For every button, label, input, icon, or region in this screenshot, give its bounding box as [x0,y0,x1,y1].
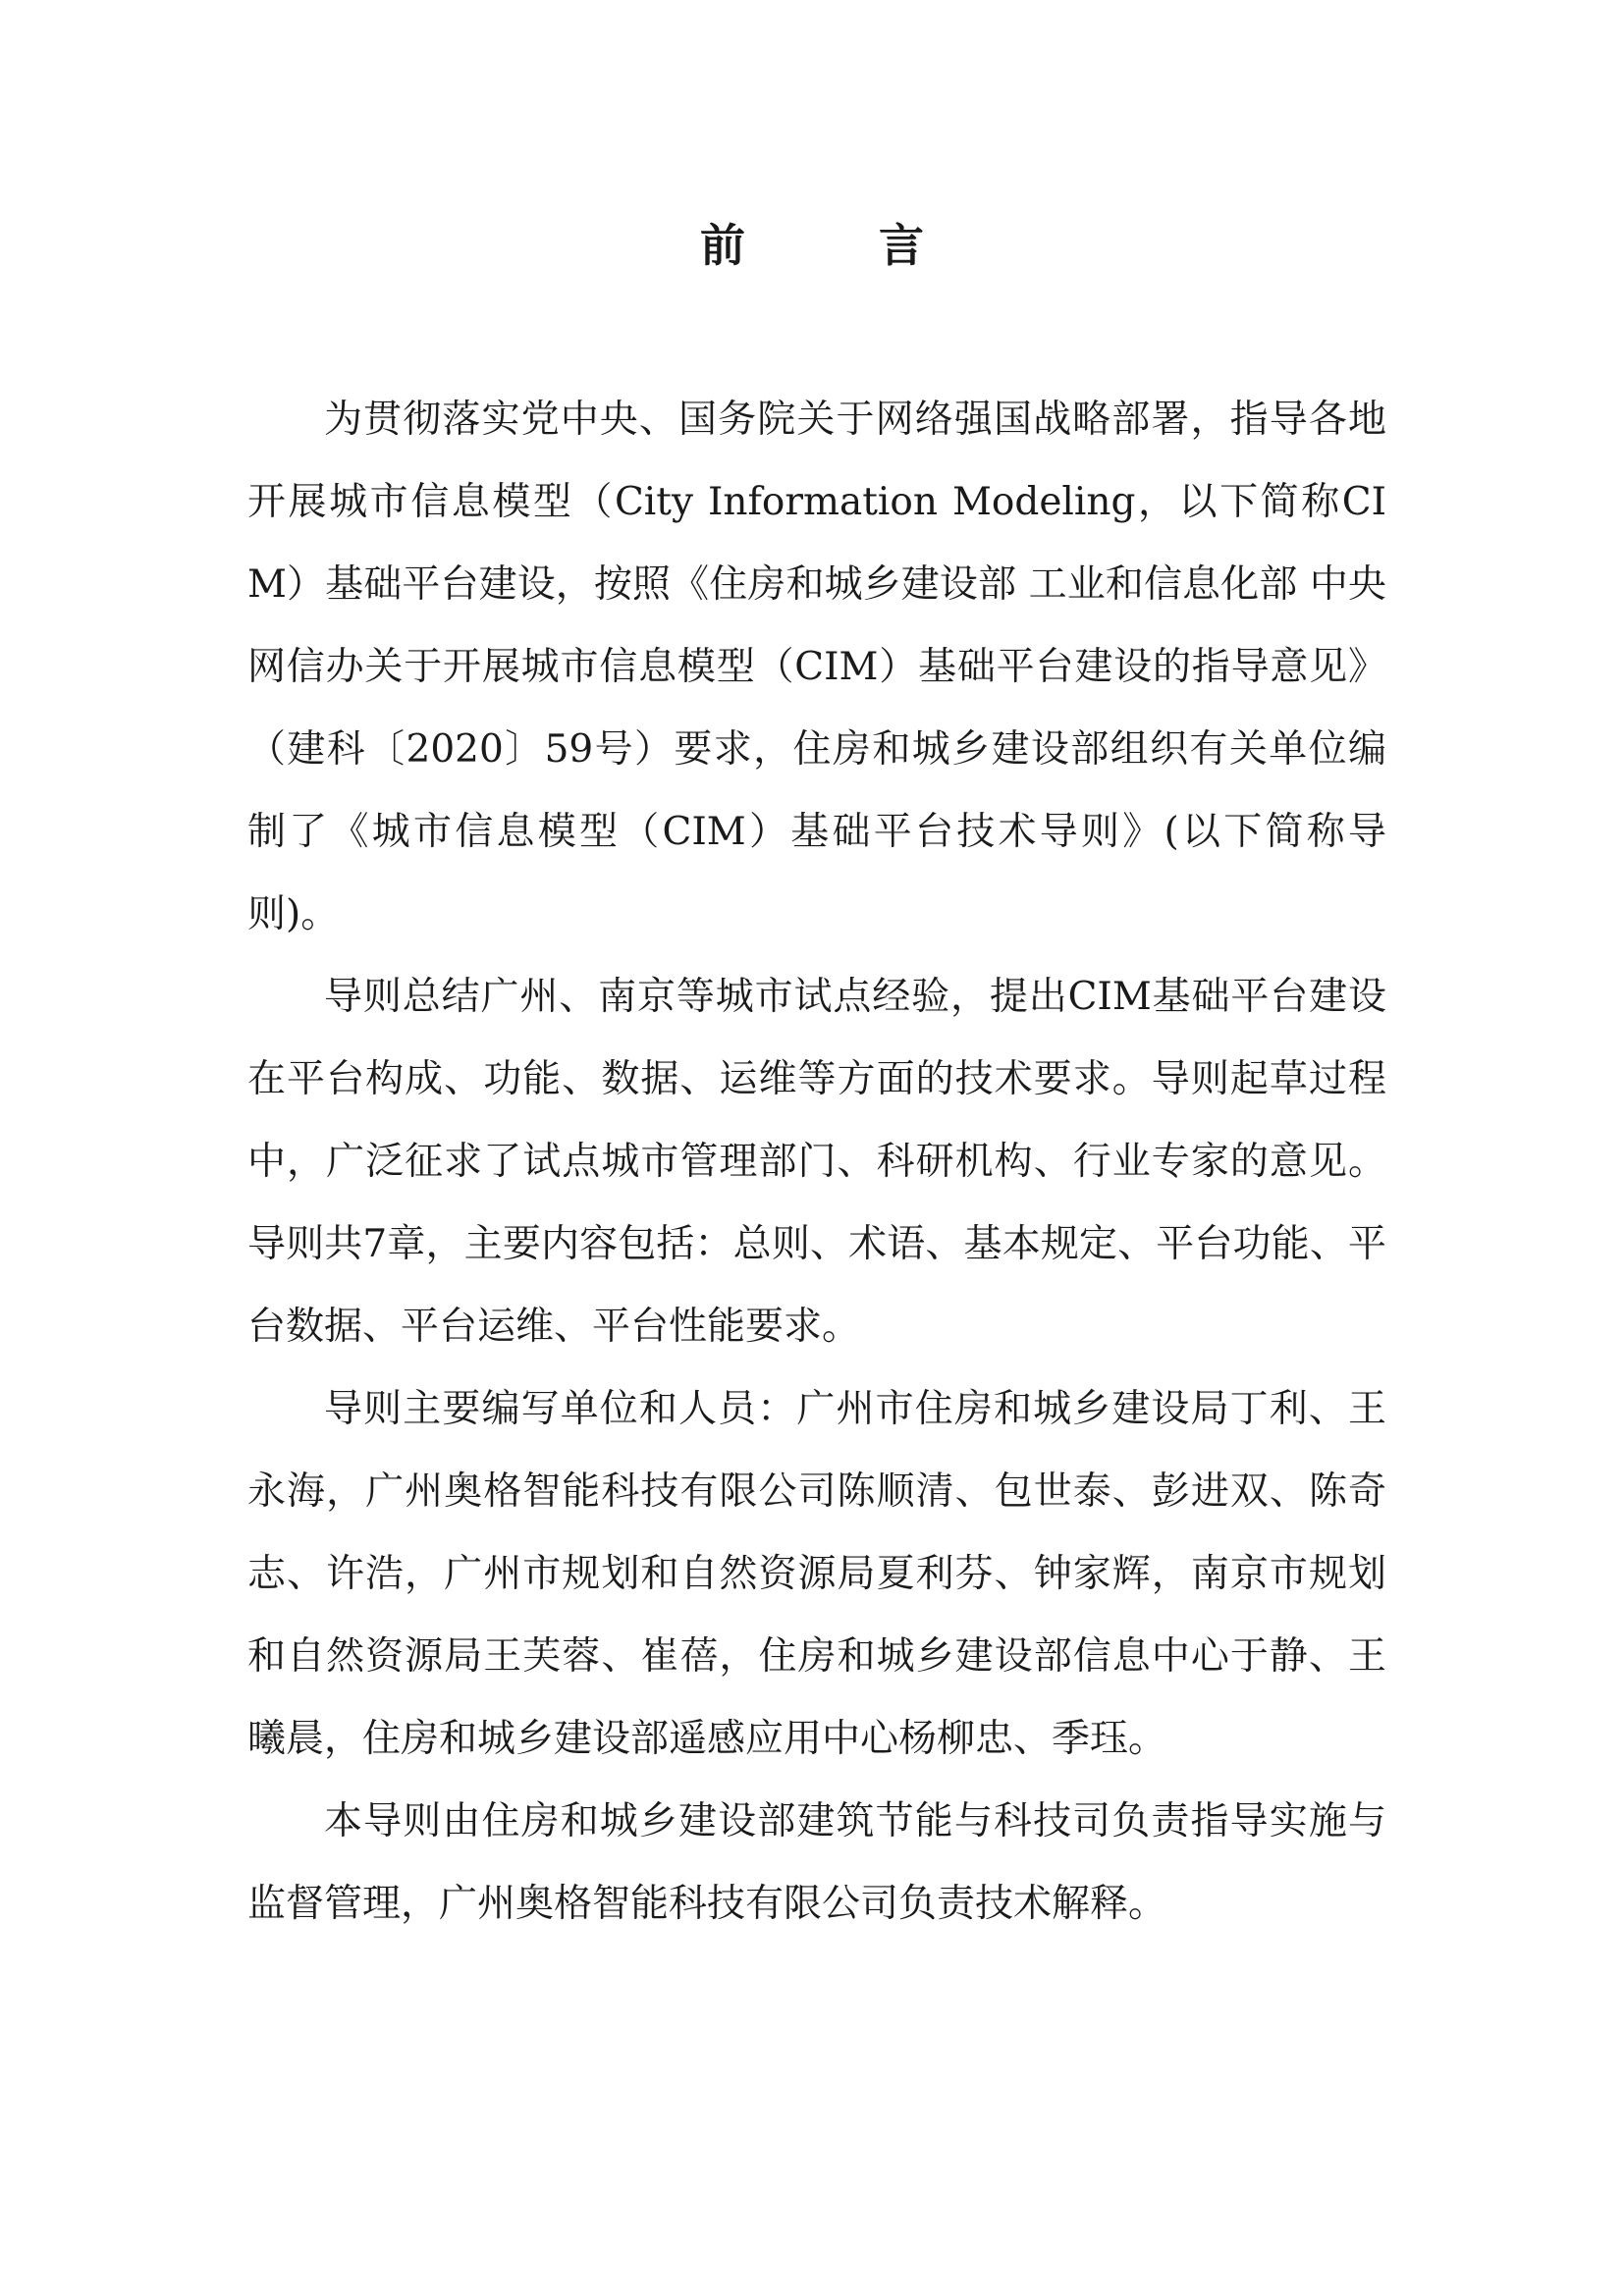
paragraph-authors: 导则主要编写单位和人员：广州市住房和城乡建设局丁利、王永海，广州奥格智能科技有限公司陈顺清、包世泰、彭进双、陈奇志、许浩，广州市规划和自然资源局夏利芬、钟家辉，南京市规划和自然资源局王芙蓉、崔蓓，住房和城乡建设部信息中心于静、王曦晨，住房和城乡建设部遥感应用中心杨柳忠、季珏。 [247,1387,1386,1761]
paragraph-purpose: 为贯彻落实党中央、国务院关于网络强国战略部署，指导各地开展城市信息模型（City Information Modeling，以下简称CIM）基础平台建设，按照《住房和城乡建设部 工业和信息化部 中央网信办关于开展城市信息模型（CIM）基础平台建设的指导意见》（建科〔2020〕59号）要求，住房和城乡建设部组织有关单位编制了《城市信息模型（CIM）基础平台技术导则》(以下简称导则)。 [247,398,1386,936]
document-body [247,379,1386,1946]
page-title: 前 言 [699,219,983,272]
paragraph-management: 本导则由住房和城乡建设部建筑节能与科技司负责指导实施与监督管理，广州奥格智能科技有限公司负责技术解释。 [247,1799,1386,1926]
paragraph-summary: 导则总结广州、南京等城市试点经验，提出CIM基础平台建设在平台构成、功能、数据、运维等方面的技术要求。导则起草过程中，广泛征求了试点城市管理部门、科研机构、行业专家的意见。导则共7章，主要内容包括：总则、术语、基本规定、平台功能、平台数据、平台运维、平台性能要求。 [247,975,1386,1349]
